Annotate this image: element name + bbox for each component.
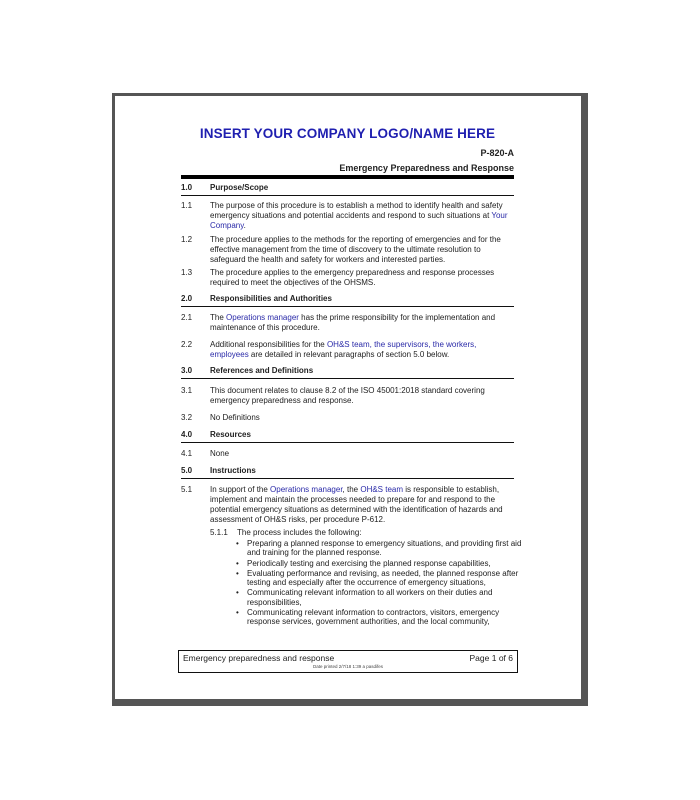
section-heading	[181, 430, 514, 443]
section-number: 5.0	[181, 466, 193, 475]
text-run: Additional responsibilities for the	[210, 340, 327, 349]
item-number: 4.1	[181, 449, 193, 458]
item-number: 1.3	[181, 268, 193, 277]
section-4	[181, 430, 514, 443]
section-title: Resources	[210, 430, 251, 439]
text-run: are detailed in relevant paragraphs of section 5.0 below.	[248, 350, 450, 359]
section-number: 2.0	[181, 294, 193, 303]
date-printed: Date printed 2/7/18 1:39 a pasdifes	[312, 664, 384, 669]
item-text: None	[210, 449, 230, 458]
item-number: 3.1	[181, 386, 193, 395]
section-title: Responsibilities and Authorities	[210, 294, 332, 303]
page-number: Page 1 of 6	[469, 653, 513, 663]
section-1	[181, 183, 514, 196]
item-1-1	[181, 201, 514, 231]
item-1-3	[181, 268, 514, 288]
item-text: No Definitions	[210, 413, 260, 422]
item-text: The procedure applies to the emergency preparedness and response processes required to meet the objectives of the OHSMS.	[210, 268, 495, 287]
bullet-item: • Evaluating performance and revising, as needed, the planned response after testing and especially after the occurrence of emergency situations,	[233, 569, 523, 588]
item-text	[210, 340, 514, 360]
document-title: Emergency Preparedness and Response	[339, 163, 514, 173]
subsection-number: 5.1.1	[210, 528, 228, 537]
section-title: References and Definitions	[210, 366, 314, 375]
bullet-item: • Communicating relevant information to all workers on their duties and responsibilities,	[233, 588, 523, 607]
item-2-1	[181, 313, 514, 333]
header-rule	[181, 175, 514, 179]
section-heading	[181, 366, 514, 379]
text-run: has the prime responsibility for the implementation and maintenance of this procedure.	[210, 313, 496, 332]
subsection-5-1-1	[210, 528, 514, 538]
responsible-parties-link[interactable]: OH&S team, the supervisors, the workers, employees	[210, 340, 477, 359]
item-number: 3.2	[181, 413, 193, 422]
text-run: The purpose of this procedure is to establish a method to identify health and safety emergency situations and potential accidents and respond to such situations at	[210, 201, 503, 220]
section-5	[181, 466, 514, 479]
company-logo-placeholder: INSERT YOUR COMPANY LOGO/NAME HERE	[199, 126, 496, 141]
item-text: This document relates to clause 8.2 of the ISO 45001:2018 standard covering emergency preparedness and response.	[210, 386, 485, 405]
item-number: 5.1	[181, 485, 193, 494]
text-run: is responsible to establish, implement and maintain the processes needed to prepare for and respond to the potential emergency situations as determined with the identification of hazards and assessment of OH&S risks, per procedure P-612.	[210, 485, 503, 524]
item-text	[210, 201, 514, 231]
section-2	[181, 294, 514, 307]
section-number: 4.0	[181, 430, 193, 439]
operations-manager-link[interactable]: Operations manager	[270, 485, 343, 494]
item-number: 2.2	[181, 340, 193, 349]
bullet-item: • Preparing a planned response to emergency situations, and providing first aid and training for the planned response.	[233, 539, 523, 558]
section-title: Purpose/Scope	[210, 183, 269, 192]
bullet-item: • Communicating relevant information to contractors, visitors, emergency response services, government authorities, and the local community,	[233, 608, 523, 627]
text-run: In support of the	[210, 485, 271, 494]
subsection-text: The process includes the following:	[237, 528, 362, 537]
item-3-2	[181, 413, 514, 423]
operations-manager-link[interactable]: Operations manager	[226, 313, 299, 322]
item-text	[210, 313, 514, 333]
section-heading	[181, 466, 514, 479]
item-5-1	[181, 485, 514, 525]
item-4-1	[181, 449, 514, 459]
ohs-team-link[interactable]: OH&S team	[360, 485, 404, 494]
page-footer	[178, 650, 518, 673]
item-number: 1.2	[181, 235, 193, 244]
bullet-item: • Periodically testing and exercising the planned response capabilities,	[233, 559, 523, 568]
text-run: The	[210, 313, 227, 322]
footer-title: Emergency preparedness and response	[183, 653, 335, 663]
item-number: 1.1	[181, 201, 193, 210]
company-name-link[interactable]: Your Company	[210, 211, 508, 230]
section-number: 1.0	[181, 183, 193, 192]
text-run: , the	[342, 485, 361, 494]
item-2-2	[181, 340, 514, 360]
item-number: 2.1	[181, 313, 193, 322]
item-text	[210, 485, 514, 525]
section-title: Instructions	[210, 466, 256, 475]
section-number: 3.0	[181, 366, 193, 375]
item-3-1	[181, 386, 514, 406]
section-heading	[181, 183, 514, 196]
text-run: .	[243, 221, 246, 230]
item-text: The procedure applies to the methods for the reporting of emergencies and for the effective management from the time of discovery to the ultimate resolution to safeguard the health and safety for workers and interested parties.	[210, 235, 501, 264]
section-3	[181, 366, 514, 379]
document-number: P-820-A	[480, 148, 514, 158]
section-heading	[181, 294, 514, 307]
item-1-2	[181, 235, 514, 265]
process-bullet-list	[233, 539, 523, 628]
